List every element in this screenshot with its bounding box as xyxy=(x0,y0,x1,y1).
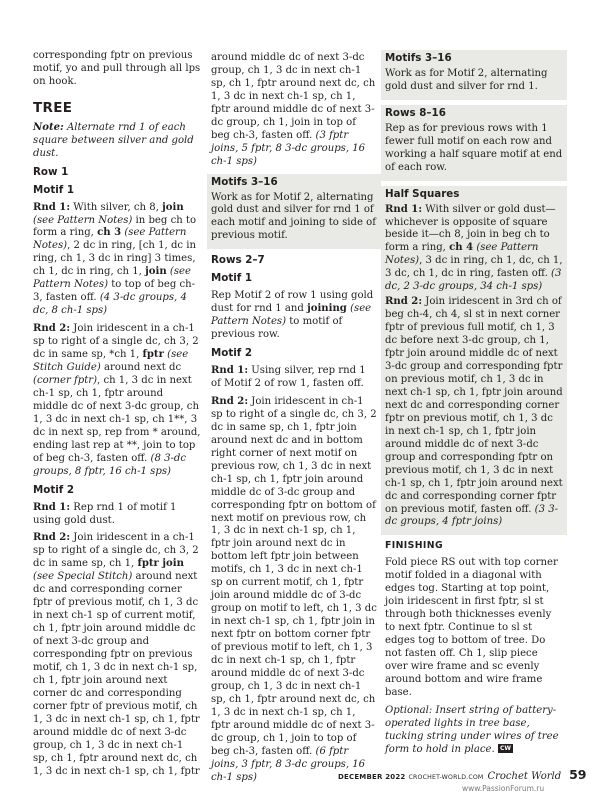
m2-rnd2: Rnd 2: Join iridescent in a ch-1 sp to right of a single dc, ch 3, 2 dc in same sp, ch 1, fptr join (see Special Stitch) around next dc and corresponding corner fptr of previous motif, ch 1, 3 dc in next ch-1 sp of current motif, ch 1, fptr join around middle dc of next 3-dc group and corresponding fptr on previous motif, ch 1, 3 dc in next ch-1 sp, ch 1, fptr join around next corner dc and corresponding corner fptr of previous motif, ch 1, 3 dc in next ch-1 sp, ch 1, fptr around middle dc of next 3-dc group, ch 1, 3 dc in next ch-1 sp, ch 1, fptr around next dc, ch 1, 3 dc in next ch-1 sp, ch 1, fptr xyxy=(33,532,200,777)
motifs3-16-band-b xyxy=(381,50,567,100)
rows8-16-band xyxy=(381,105,567,181)
motifs3-16-heading: Motifs 3–16 xyxy=(385,52,452,64)
motif2-heading: Motif 2 xyxy=(211,347,253,360)
row1-heading: Row 1 xyxy=(33,165,69,178)
motifs3-16-heading: Motifs 3–16 xyxy=(211,175,278,188)
rows8-16-heading: Rows 8–16 xyxy=(385,106,446,119)
page-number: 59 xyxy=(569,767,587,782)
m2-rnd1: Rnd 1: Rep rnd 1 of motif 1 using gold dust. xyxy=(33,501,177,526)
half-rnd1: Rnd 1: With silver or gold dust—whichever is opposite of square beside it—ch 8, join in beg ch to form a ring, ch 4 (see Pattern Notes), 3 dc in ring, ch 1, dc, ch 1, 3 dc, ch 1, dc in ring, fasten off. (3 dc, 2 3-dc groups, 34 ch-1 sps) xyxy=(385,203,563,293)
finishing-text: Fold piece RS out with top corner motif folded in a diagonal with edges tog. Starting at top point, join iridescent in first fptr, sl st through both thicknesses evenly to next fptr. Continue to sl st edges tog to bottom of tree. Do not fasten off. Ch 1, slip piece over wire frame and sc evenly around bottom and wire frame base. xyxy=(385,557,558,698)
motif1-heading: Motif 1 xyxy=(33,183,75,196)
m1-rnd1: Rnd 1: With silver, ch 8, join (see Pattern Notes) in beg ch to form a ring, ch 3 (see Pattern Notes), 2 dc in ring, [ch 1, dc in ring, ch 1, 3 dc in ring] 3 times, ch 1, dc in ring, ch 1, join (see Pattern Notes) to top of beg ch-3, fasten off. (4 3-dc groups, 4 dc, 8 ch-1 sps) xyxy=(33,201,197,317)
page-footer xyxy=(338,764,587,783)
magazine-name: Crochet World xyxy=(487,771,562,782)
intro-paragraph: corresponding fptr on previous motif, yo and pull through all lps on hook. xyxy=(33,50,201,87)
rows2-7-motif1-text: Rep Motif 2 of row 1 using gold dust for rnd 1 and joining (see Pattern Notes) to motif of previous row. xyxy=(211,290,374,341)
website: CROCHET-WORLD.COM xyxy=(408,774,484,781)
finishing-heading: FINISHING xyxy=(385,540,443,552)
m1-rnd2: Rnd 2: Join iridescent in a ch-1 sp to right of a single dc, ch 3, 2 dc in same sp, *ch 1, fptr (see Stitch Guide) around next dc (corner fptr), ch 1, 3 dc in next ch-1 sp, ch 1, fptr around middle dc of next 3-dc group, ch 1, 3 dc in next ch-1 sp, ch 1**, 3 dc in next sp, rep from * around, ending last rep at **, join to top of beg ch-3, fasten off. (8 3-dc groups, 8 fptr, 16 ch-1 sps) xyxy=(33,323,201,477)
motifs3-16-text: Work as for Motif 2, alternating gold dust and silver for rnd 1 of each motif and joining to side of previous motif. xyxy=(211,191,376,242)
rows2-7-m2-rnd1: Rnd 1: Using silver, rep rnd 1 of Motif 2 of row 1, fasten off. xyxy=(211,365,366,389)
column-1 xyxy=(33,50,201,784)
cw-end-mark: CW xyxy=(499,745,511,753)
note-paragraph: Note: Alternate rnd 1 of each square between silver and gold dust. xyxy=(33,121,194,159)
m2-continued: around middle dc of next 3-dc group, ch 1, 3 dc in next ch-1 sp, ch 1, fptr around next dc, ch 1, 3 dc in next ch-1 sp, ch 1, fptr around middle dc of next 3-dc group, ch 1, join in top of beg ch-3, fasten off. (3 fptr joins, 5 fptr, 8 3-dc groups, 16 ch-1 sps) xyxy=(211,52,376,167)
half-rnd2: Rnd 2: Join iridescent in 3rd ch of beg ch-4, ch 4, sl st in next corner fptr of previous full motif, ch 1, 3 dc before next 3-dc group, ch 1, fptr join around middle dc of next 3-dc group and corresponding fptr on previous motif, ch 1, 3 dc in next ch-1 sp, ch 1, fptr join around next dc and corresponding corner fptr on previous motif, ch 1, 3 dc in next ch-1 sp, ch 1, fptr join around middle dc of next 3-dc group and corresponding fptr on previous motif, ch 1, 3 dc in next ch-1 sp, ch 1, fptr join around next dc and corresponding corner fptr on previous motif, fasten off. (3 3-dc groups, 4 fptr joins) xyxy=(385,296,563,528)
half-squares-heading: Half Squares xyxy=(385,187,460,200)
column-3 xyxy=(385,50,563,762)
half-squares-band xyxy=(381,186,567,536)
motif2-heading: Motif 2 xyxy=(33,483,75,496)
rows2-7-heading: Rows 2–7 xyxy=(211,254,265,267)
issue-date: DECEMBER 2022 xyxy=(338,773,406,781)
column-2 xyxy=(211,52,377,790)
motifs3-16-text: Work as for Motif 2, alternating gold dust and silver for rnd 1. xyxy=(385,67,548,92)
optional-note: Optional: Insert string of battery-operated lights in tree base, tucking string under wires of tree form to hold in place. CW xyxy=(385,704,559,755)
tree-heading: TREE xyxy=(33,99,73,116)
watermark: www.PassionForum.ru xyxy=(462,784,545,793)
rows2-7-m2-rnd2: Rnd 2: Join iridescent in ch-1 sp to right of a single dc, ch 3, 2 dc in same sp, ch 1, fptr join around next dc and in bottom right corner of next motif on previous row, ch 1, 3 dc in next ch-1 sp, ch 1, fptr join around middle dc of 3-dc group and corresponding fptr on bottom of next motif on previous row, ch 1, 3 dc in next ch-1 sp, ch 1, fptr join around next dc in bottom left fptr join between motifs, ch 1, 3 dc in next ch-1 sp on current motif, ch 1, fptr join around middle dc of 3-dc group on motif to left, ch 1, 3 dc in next ch-1 sp, ch 1, fptr join in next fptr on bottom corner fptr of previous motif to left, ch 1, 3 dc in next ch-1 sp, ch 1, fptr around middle dc of next 3-dc group, ch 1, 3 dc in next ch-1 sp, ch 1, fptr around next dc, ch 1, 3 dc in next ch-1 sp, ch 1, fptr around middle dc of next 3-dc group, ch 1, join to top of beg ch-3, fasten off. (6 fptr joins, 3 fptr, 8 3-dc groups, 16 ch-1 sps) xyxy=(211,395,377,783)
motifs3-16-band xyxy=(207,174,381,250)
rows8-16-text: Rep as for previous rows with 1 fewer full motif on each row and working a half square motif at end of each row. xyxy=(385,122,563,173)
motif1-heading: Motif 1 xyxy=(211,272,253,285)
